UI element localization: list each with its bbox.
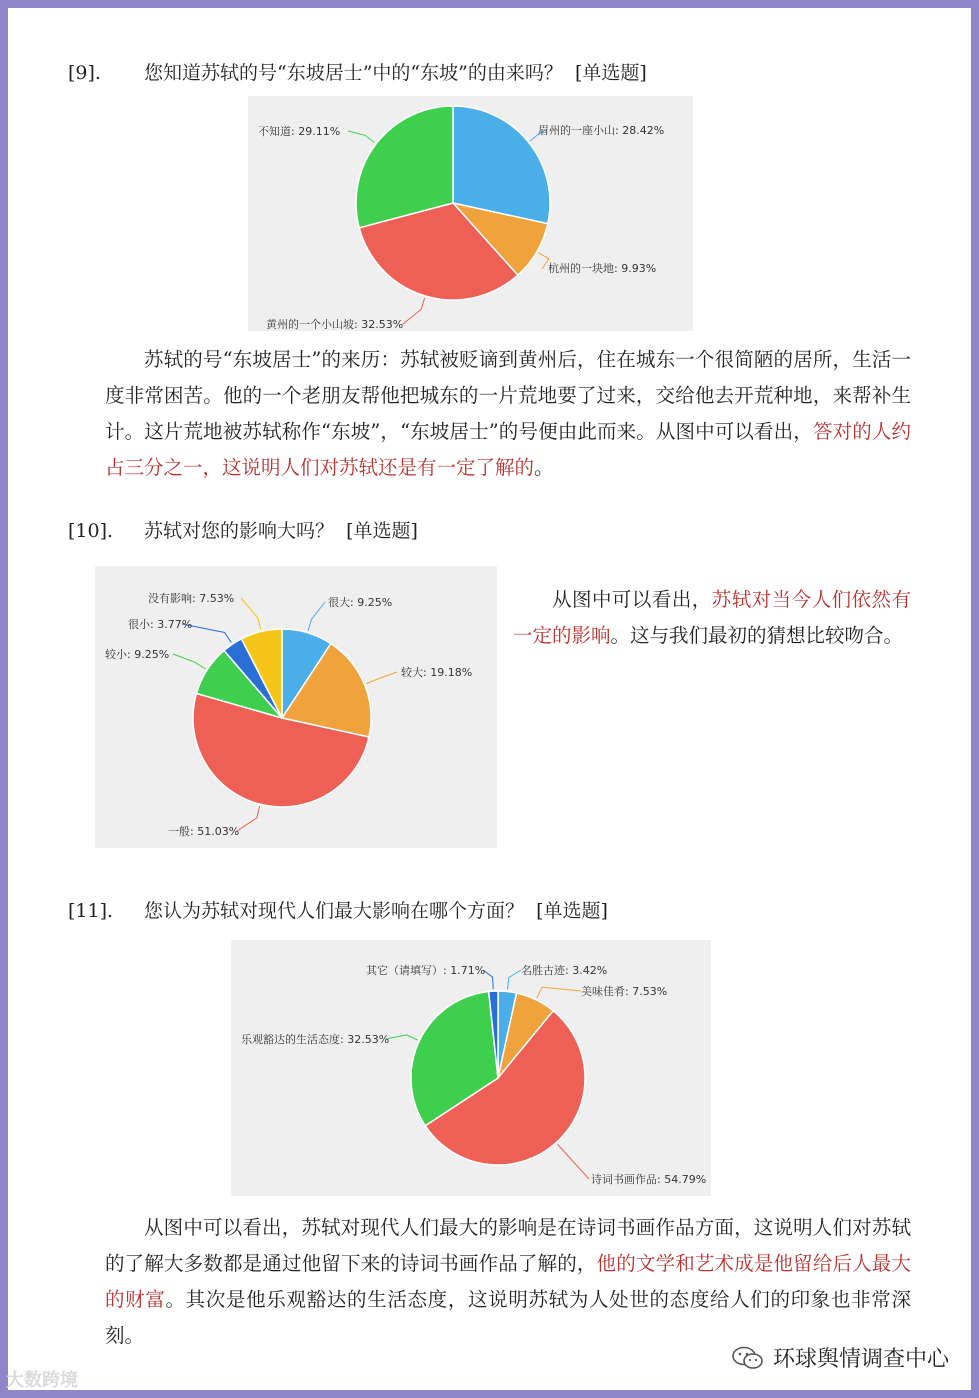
slice-label: 美味佳肴: 7.53% [581,985,668,998]
leader-line [386,1035,418,1040]
slice-label: 一般: 51.03% [168,825,240,838]
question-number: [9]. [68,62,101,84]
pie-chart-q9 [248,96,693,331]
para-text-end: 。这与我们最初的猜想比较吻合。 [610,624,904,647]
q11-analysis-paragraph [105,1210,911,1354]
watermark-left-text: 大数跨境 [6,1370,78,1391]
watermark-right [731,1342,949,1373]
slice-label: 很大: 9.25% [328,596,393,609]
leader-line [403,298,425,324]
slice-label: 没有影响: 7.53% [148,592,235,605]
leader-line [537,987,581,998]
leader-line [237,806,260,831]
leader-line [173,654,205,669]
slice-label: 黄州的一个小山坡: 32.53% [266,318,404,331]
para-text-end: 。 [534,456,554,479]
para-text-end: 。其次是他乐观豁达的生活态度，这说明苏轼为人处世的态度给人们的印象也非常深刻。 [105,1288,911,1347]
slice-label: 眉州的一座小山: 28.42% [538,124,665,137]
leader-line [366,672,397,684]
pie-chart-q10 [95,566,497,848]
para-text: 从图中可以看出， [552,588,712,611]
pie-chart-svg [95,566,497,848]
slice-label: 其它（请填写）: 1.71% [366,964,486,977]
slice-label: 乐观豁达的生活态度: 32.53% [241,1033,390,1046]
slice-label: 诗词书画作品: 54.79% [591,1173,707,1186]
leader-line [348,131,375,143]
leader-line [557,1144,589,1179]
leader-line [241,598,261,630]
para-text: 从图中可以看出，苏轼对现代人们最大的影响是在诗词书画作品方面，这说明人们对苏轼的了解大多数都是通过他留下来的诗词书画作品了解的， [105,1216,911,1275]
document-page [8,8,971,1390]
slice-label: 较大: 19.18% [401,666,473,679]
leader-line [508,970,521,990]
slice-label: 杭州的一块地: 9.93% [548,262,657,275]
watermark-left [6,1366,78,1392]
slice-label: 很小: 3.77% [128,618,193,631]
question-type: [单选题] [346,520,418,542]
question-type: [单选题] [536,900,608,922]
question-number: [10]. [68,520,114,542]
q10-analysis-paragraph [513,582,911,654]
para-text: 苏轼的号“东坡居士”的来历：苏轼被贬谪到黄州后，住在城东一个很简陋的居所，生活一度非常困苦。他的一个老朋友帮他把城东的一片荒地要了过来，交给他去开荒种地，来帮补生计。这片荒地被苏轼称作“东坡”，“东坡居士”的号便由此而来。从图中可以看出， [105,348,911,443]
pie-chart-q11 [231,940,711,1196]
question-text: 您认为苏轼对现代人们最大影响在哪个方面？ [144,900,525,922]
wechat-icon [731,1346,765,1370]
leader-line [308,602,325,631]
question-9-title [68,58,647,85]
q9-analysis-paragraph [105,342,911,486]
pie-chart-svg [231,940,711,1196]
para-highlight: 他的文学和艺术成是他留给后人最大的财富 [105,1252,911,1311]
watermark-right-text: 环球舆情调查中心 [772,1347,949,1372]
slice-label: 较小: 9.25% [105,648,170,661]
question-10-title [68,516,418,543]
question-11-title [68,896,608,923]
question-number: [11]. [68,900,114,922]
question-text: 您知道苏轼的号“东坡居士”中的“东坡”的由来吗？ [144,62,563,84]
question-type: [单选题] [574,62,647,84]
slice-label: 不知道: 29.11% [258,125,341,138]
slice-label: 名胜古迹: 3.42% [521,964,608,977]
para-highlight: 苏轼对当今人们依然有一定的影响 [513,588,911,647]
question-text: 苏轼对您的影响大吗？ [144,520,335,542]
pie-chart-svg [248,96,693,331]
para-highlight: 答对的人约占三分之一，这说明人们对苏轼还是有一定了解的 [105,420,911,479]
